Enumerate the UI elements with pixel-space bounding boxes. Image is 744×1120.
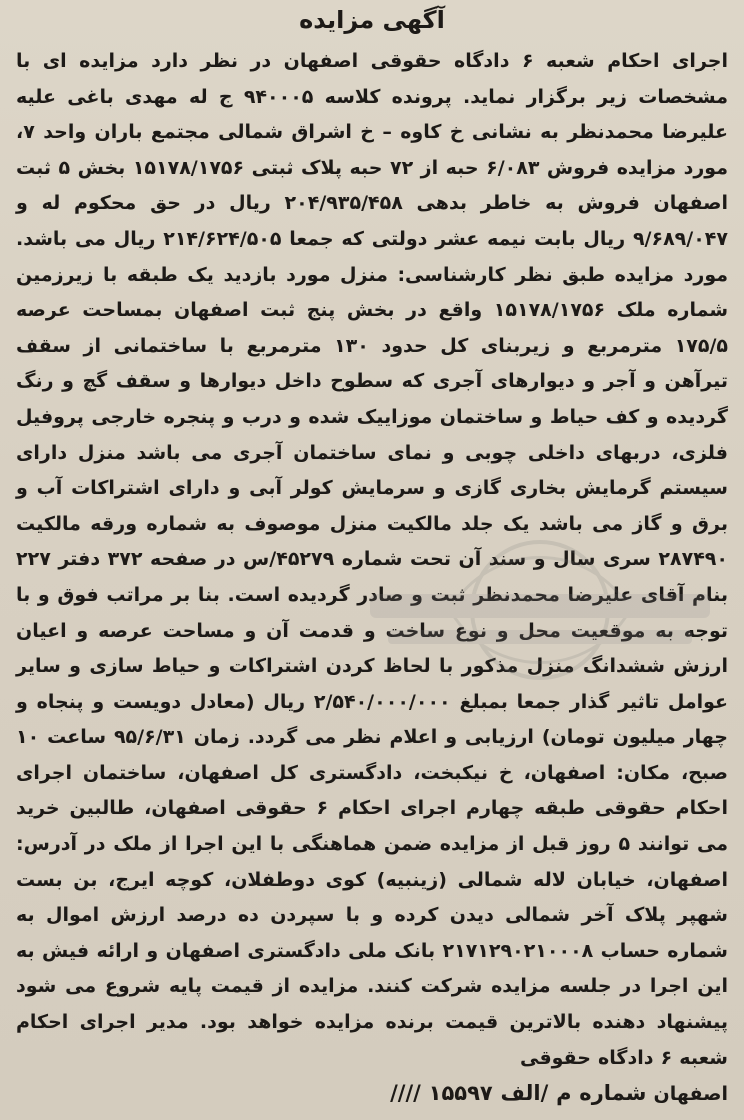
notice-closing-line <box>16 1076 728 1113</box>
notice-paragraph: اجرای احکام شعبه ۶ دادگاه حقوقی اصفهان در نظر دارد مزایده ای با مشخصات زیر برگزار نماید. پرونده کلاسه ۹۴۰۰۰۵ ج له مهدی باغی علیه علیرضا محمدنظر به نشانی خ کاوه – خ اشراق شمالی مجتمع باران واحد ۷، مورد مزایده فروش ۶/۰۸۳ حبه از ۷۲ حبه پلاک ثبتی ۱۵۱۷۸/۱۷۵۶ بخش ۵ ثبت اصفهان فروش به خاطر بدهی ۲۰۴/۹۳۵/۴۵۸ ریال در حق محکوم له و ۹/۶۸۹/۰۴۷ ریال بابت نیمه عشر دولتی که جمعا ۲۱۴/۶۲۴/۵۰۵ ریال می باشد. مورد مزایده طبق نظر کارشناسی: منزل مورد بازدید یک طبقه با زیرزمین شماره ملک ۱۵۱۷۸/۱۷۵۶ واقع در بخش پنج ثبت اصفهان بمساحت عرصه ۱۷۵/۵ مترمربع و زیربنای کل حدود ۱۳۰ مترمربع با ساختمانی از سقف تیرآهن و آجر و دیوارهای آجری که سطوح داخل دیوارها و سقف گچ و رنگ گردیده و کف حیاط و ساختمان موزاییک شده و درب و پنجره خارجی پروفیل فلزی، دربهای داخلی چوبی و نمای ساختمان آجری می باشد منزل دارای سیستم گرمایش بخاری گازی و سرمایش کولر آبی و دارای اشتراکات آب و برق و گاز می باشد یک جلد مالکیت منزل موصوف به شماره ورقه مالکیت ۲۸۷۴۹۰ سری سال و سند آن تحت شماره ۴۵۲۷۹/س در صفحه ۳۷۲ دفتر ۲۲۷ بنام آقای علیرضا محمدنظر ثبت و صادر گردیده است. بنا بر مراتب فوق و با توجه به موقعیت محل و نوع ساخت و قدمت آن و مساحت عرصه و اعیان ارزش ششدانگ منزل مذکور با لحاظ کردن اشتراکات و حیاط سازی و سایر عوامل تاثیر گذار جمعا بمبلغ ۲/۵۴۰/۰۰۰/۰۰۰ ریال (معادل دویست و پنجاه و چهار میلیون تومان) ارزیابی و اعلام نظر می گردد. زمان ۹۵/۶/۳۱ ساعت ۱۰ صبح، مکان: اصفهان، خ نیکبخت، دادگستری کل اصفهان، ساختمان اجرای احکام حقوقی طبقه چهارم اجرای احکام ۶ حقوقی اصفهان، طالبین خرید می توانند ۵ روز قبل از مزایده ضمن هماهنگی با این اجرا از ملک در آدرس: اصفهان، خیابان لاله شمالی (زینبیه) کوی دوطفلان، کوچه ایرج، بن بست شهپر پلاک آخر شمالی دیدن کرده و با سپردن ده درصد ارزش اموال به شماره حساب ۲۱۷۱۲۹۰۲۱۰۰۰۸ بانک ملی دادگستری اصفهان و ارائه فیش به این اجرا در جلسه مزایده شرکت کنند. مزایده از قیمت پایه شروع می شود پیشنهاد دهنده بالاترین قیمت برنده مزایده خواهد بود. مدیر اجرای احکام شعبه ۶ دادگاه حقوقی <box>16 50 729 1069</box>
case-number: شماره م /الف ۱۵۵۹۷ //// <box>390 1081 647 1106</box>
notice-body <box>16 44 728 1113</box>
closing-city: اصفهان <box>653 1083 728 1106</box>
notice-title: آگهی مزایده <box>299 6 445 34</box>
